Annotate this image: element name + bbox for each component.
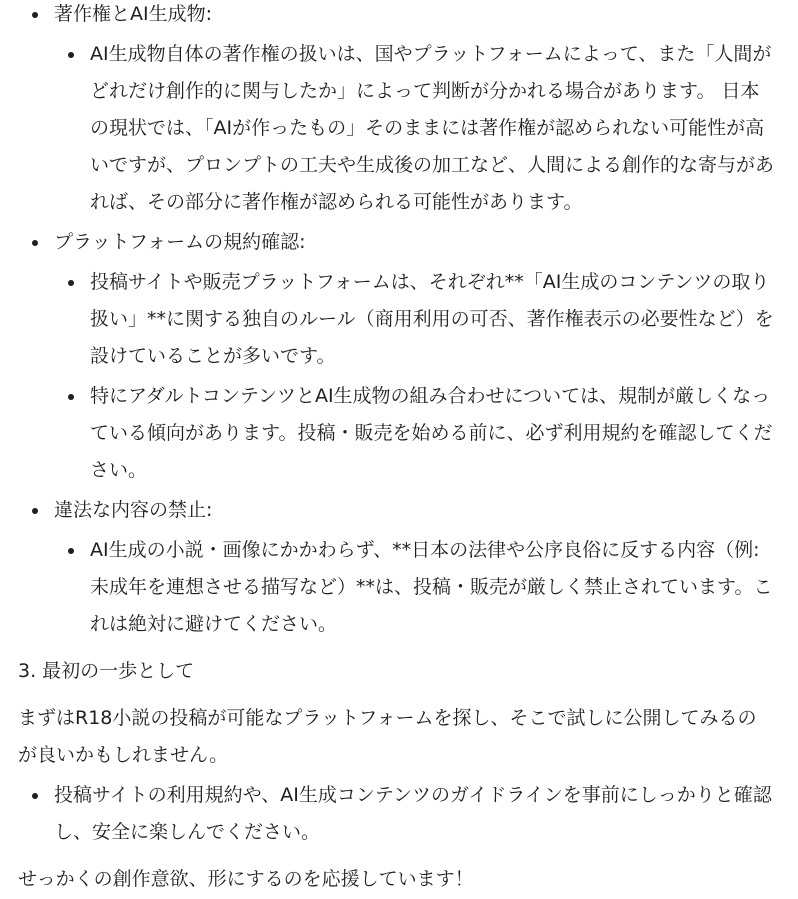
list-item xyxy=(54,532,774,643)
step-list xyxy=(18,777,774,851)
list-item-platform-terms xyxy=(18,224,774,489)
list-item xyxy=(54,378,774,489)
sub-list xyxy=(54,532,774,643)
step-heading: 3. 最初の一歩として xyxy=(18,660,195,682)
section-label: 著作権とAI生成物: xyxy=(54,3,213,25)
list-item-text: 投稿サイトや販売プラットフォームは、それぞれ**「AI生成のコンテンツの取り扱い」**に関する独自のルール（商用利用の可否、著作権表示の必要性など）を設けていることが多いです。 xyxy=(90,271,774,367)
list-item-text: 投稿サイトの利用規約や、AI生成コンテンツのガイドラインを事前にしっかりと確認し、安全に楽しんでください。 xyxy=(54,784,772,843)
list-item-text: AI生成物自体の著作権の扱いは、国やプラットフォームによって、また「人間がどれだけ創作的に関与したか」によって判断が分かれる場合があります。 日本の現状では、「AIが作ったもの」そのままには著作権が認められない可能性が高いですが、プロンプトの工夫や生成後の加工など、人間による創作的な寄与があれば、その部分に著作権が認められる可能性があります。 xyxy=(90,43,775,213)
sub-list xyxy=(54,264,774,489)
list-item xyxy=(54,36,774,221)
section-label: プラットフォームの規約確認: xyxy=(54,231,306,253)
list-item-text: AI生成の小説・画像にかかわらず、**日本の法律や公序良俗に反する内容（例: 未成年を連想させる描写など）**は、投稿・販売が厳しく禁止されています。これは絶対に避けてください。 xyxy=(90,539,773,635)
notes-list xyxy=(18,0,774,643)
list-item-text: 特にアダルトコンテンツとAI生成物の組み合わせについては、規制が厳しくなっている傾向があります。投稿・販売を始める前に、必ず利用規約を確認してください。 xyxy=(90,385,773,481)
list-item xyxy=(54,264,774,375)
sub-list xyxy=(54,36,774,221)
section-label: 違法な内容の禁止: xyxy=(54,499,213,521)
list-item-copyright xyxy=(18,0,774,221)
chat-response xyxy=(18,0,774,898)
closing-message: せっかくの創作意欲、形にするのを応援しています！ xyxy=(18,868,474,890)
step-paragraph: まずはR18小説の投稿が可能なプラットフォームを探し、そこで試しに公開してみるのが良いかもしれません。 xyxy=(18,707,757,766)
list-item-illegal-content xyxy=(18,492,774,643)
list-item xyxy=(18,777,774,851)
